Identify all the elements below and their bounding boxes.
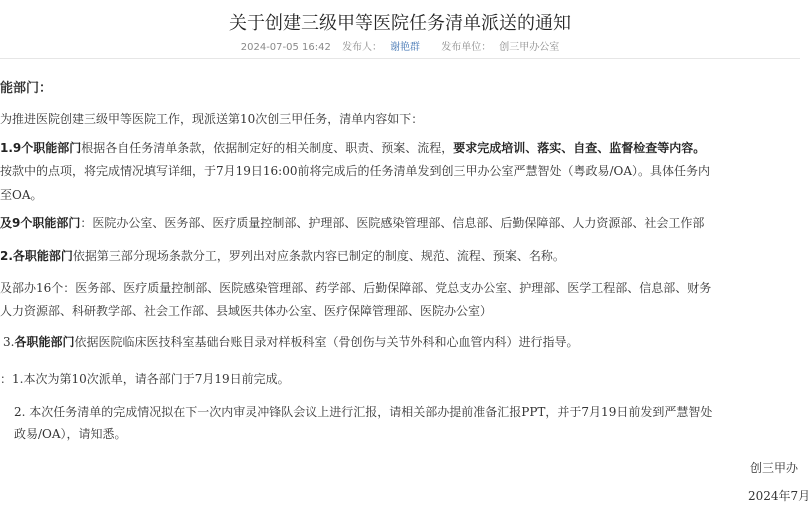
item-3-number: 3. — [3, 335, 15, 349]
item-2-line — [0, 248, 565, 264]
item-1-heading: 1.9个职能部门 — [0, 141, 82, 155]
intro-paragraph: 为推进医院创建三级甲等医院工作，现派送第10次创三甲任务，清单内容如下： — [0, 112, 424, 126]
item-1-line-2: 按款中的点项，将完成情况填写详细，于7月19日16:00前将完成后的任务清单发到创三甲办公室严慧智处（粤政易/OA）。具体任务内 — [0, 164, 711, 178]
item-3-text: 依据医院临床医技科室基础台账目录对样板科室（骨创伤与关节外科和心血管内科）进行指导。 — [74, 335, 579, 349]
item-1-requirement: 要求完成培训、落实、自查、监督检查等内容。 — [453, 141, 706, 155]
note-2-line-1: 2. 本次任务清单的完成情况拟在下一次内审灵冲锋队会议上进行汇报，请相关部办提前准备汇报PPT，并于7月19日前发到严慧智处 — [14, 405, 713, 419]
notice-title: 关于创建三级甲等医院任务清单派送的通知 — [229, 13, 571, 34]
publisher-label: 发布人： — [342, 42, 383, 53]
sixteen-departments-line-1: 及部办16个：医务部、医疗质量控制部、医院感染管理部、药学部、后勤保障部、党总支办公室、护理部、医学工程部、信息部、财务 — [0, 281, 712, 295]
note-1: ：1.本次为第10次派单，请各部门于7月19日前完成。 — [0, 372, 290, 386]
item-2-text: 依据第三部分现场条款分工，罗列出对应条款内容已制定的制度、规范、流程、预案、名称。 — [72, 249, 565, 263]
item-2-heading: 2.各职能部门 — [0, 249, 73, 263]
nine-departments-line — [0, 215, 704, 231]
nine-departments-label: 及9个职能部门 — [0, 216, 81, 230]
item-1-line-1 — [0, 140, 705, 156]
note-2-line-2: 政易/OA），请知悉。 — [14, 427, 127, 441]
item-3-line — [3, 334, 578, 350]
header-divider — [0, 58, 800, 59]
signature: 创三甲办 — [750, 461, 799, 475]
unit-label: 发布单位： — [441, 42, 492, 53]
notice-meta — [0, 38, 800, 53]
signature-date: 2024年7月 — [748, 489, 810, 503]
item-1-line-3: 至OA。 — [0, 188, 43, 202]
publish-date: 2024-07-05 16:42 — [240, 42, 331, 53]
publisher-link[interactable]: 谢艳群 — [390, 42, 421, 53]
publishing-unit: 创三甲办公室 — [499, 42, 560, 53]
nine-departments-list: ：医院办公室、医务部、医疗质量控制部、护理部、医院感染管理部、信息部、后勤保障部、人力资源部、社会工作部 — [80, 216, 705, 230]
item-3-heading: 各职能部门 — [14, 335, 75, 349]
greeting: 能部门： — [0, 81, 53, 96]
item-1-text: 根据各自任务清单条款，依据制定好的相关制度、职责、预案、流程， — [81, 141, 454, 155]
sixteen-departments-line-2: 人力资源部、科研教学部、社会工作部、县域医共体办公室、医疗保障管理部、医院办公室） — [0, 304, 493, 318]
